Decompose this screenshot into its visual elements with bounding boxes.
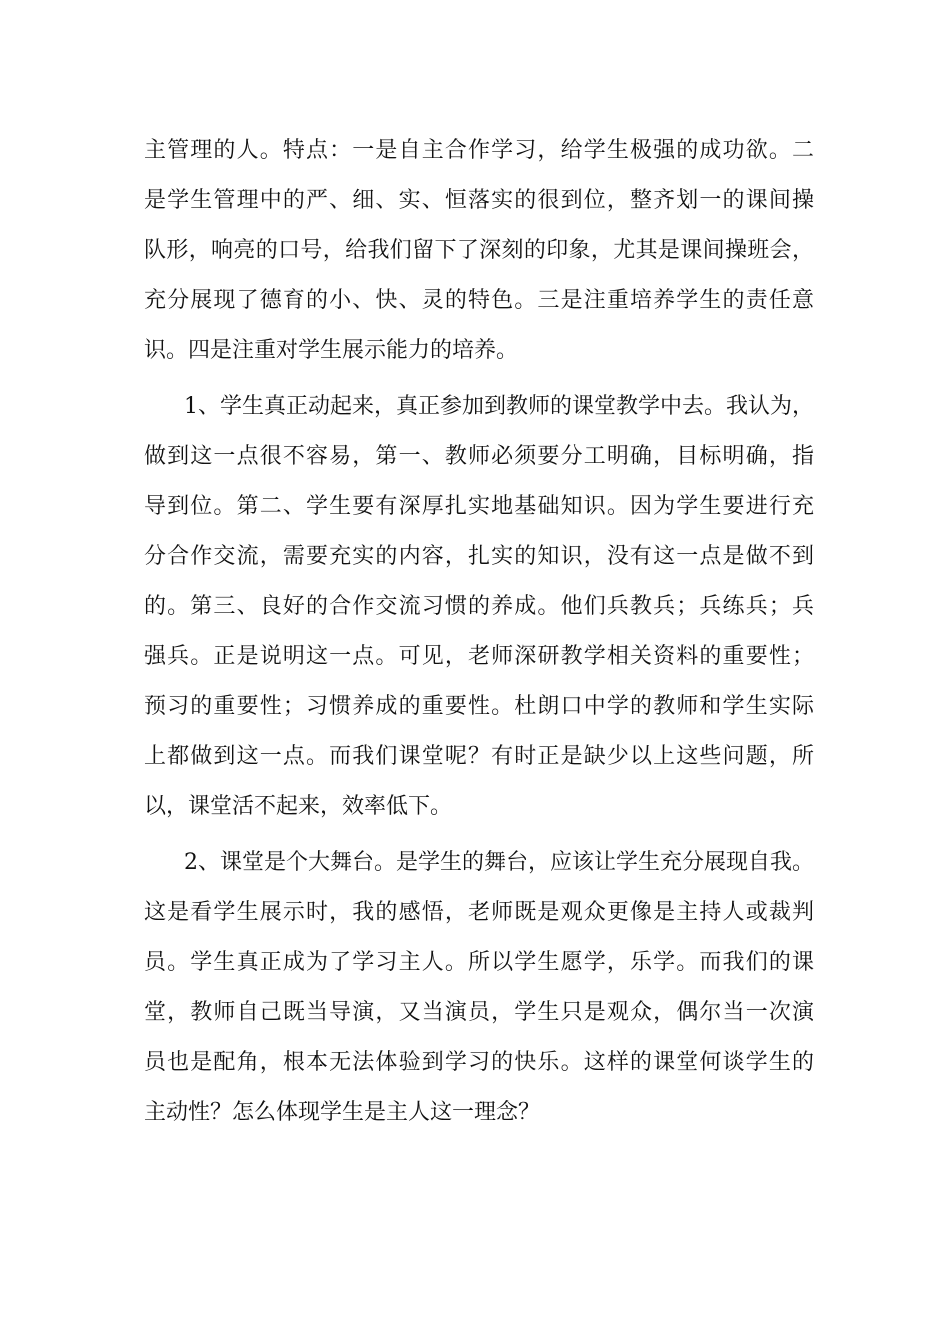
text-line: 队形，响亮的口号，给我们留下了深刻的印象，尤其是课间操班会， [144, 238, 814, 263]
text-line: 2、课堂是个大舞台。是学生的舞台，应该让学生充分展现自我。 [184, 850, 814, 875]
text-line: 是学生管理中的严、细、实、恒落实的很到位，整齐划一的课间操 [144, 188, 814, 213]
text-line: 做到这一点很不容易，第一、教师必须要分工明确，目标明确，指 [144, 444, 814, 469]
text-line: 这是看学生展示时，我的感悟，老师既是观众更像是主持人或裁判 [144, 900, 814, 925]
text-line: 预习的重要性；习惯养成的重要性。杜朗口中学的教师和学生实际 [144, 694, 814, 719]
text-line: 强兵。正是说明这一点。可见，老师深研教学相关资料的重要性； [144, 644, 814, 669]
text-line: 1、学生真正动起来，真正参加到教师的课堂教学中去。我认为， [184, 394, 814, 419]
paragraph-2 [144, 382, 814, 832]
text-line: 主动性？怎么体现学生是主人这一理念？ [144, 1100, 541, 1125]
paragraph-1 [144, 126, 814, 376]
text-line: 以，课堂活不起来，效率低下。 [144, 794, 453, 819]
text-line: 识。四是注重对学生展示能力的培养。 [144, 338, 519, 363]
paragraph-3 [144, 838, 814, 1138]
document-body [144, 126, 814, 1138]
text-line: 充分展现了德育的小、快、灵的特色。三是注重培养学生的责任意 [144, 288, 814, 313]
text-line: 堂，教师自己既当导演，又当演员，学生只是观众，偶尔当一次演 [144, 1000, 814, 1025]
text-line: 上都做到这一点。而我们课堂呢？有时正是缺少以上这些问题，所 [144, 744, 814, 769]
text-line: 员也是配角，根本无法体验到学习的快乐。这样的课堂何谈学生的 [144, 1050, 814, 1075]
text-line: 主管理的人。特点：一是自主合作学习，给学生极强的成功欲。二 [144, 138, 814, 163]
text-line: 导到位。第二、学生要有深厚扎实地基础知识。因为学生要进行充 [144, 494, 814, 519]
text-line: 分合作交流，需要充实的内容，扎实的知识，没有这一点是做不到 [144, 544, 814, 569]
text-line: 的。第三、良好的合作交流习惯的养成。他们兵教兵；兵练兵；兵 [144, 594, 814, 619]
text-line: 员。学生真正成为了学习主人。所以学生愿学，乐学。而我们的课 [144, 950, 814, 975]
